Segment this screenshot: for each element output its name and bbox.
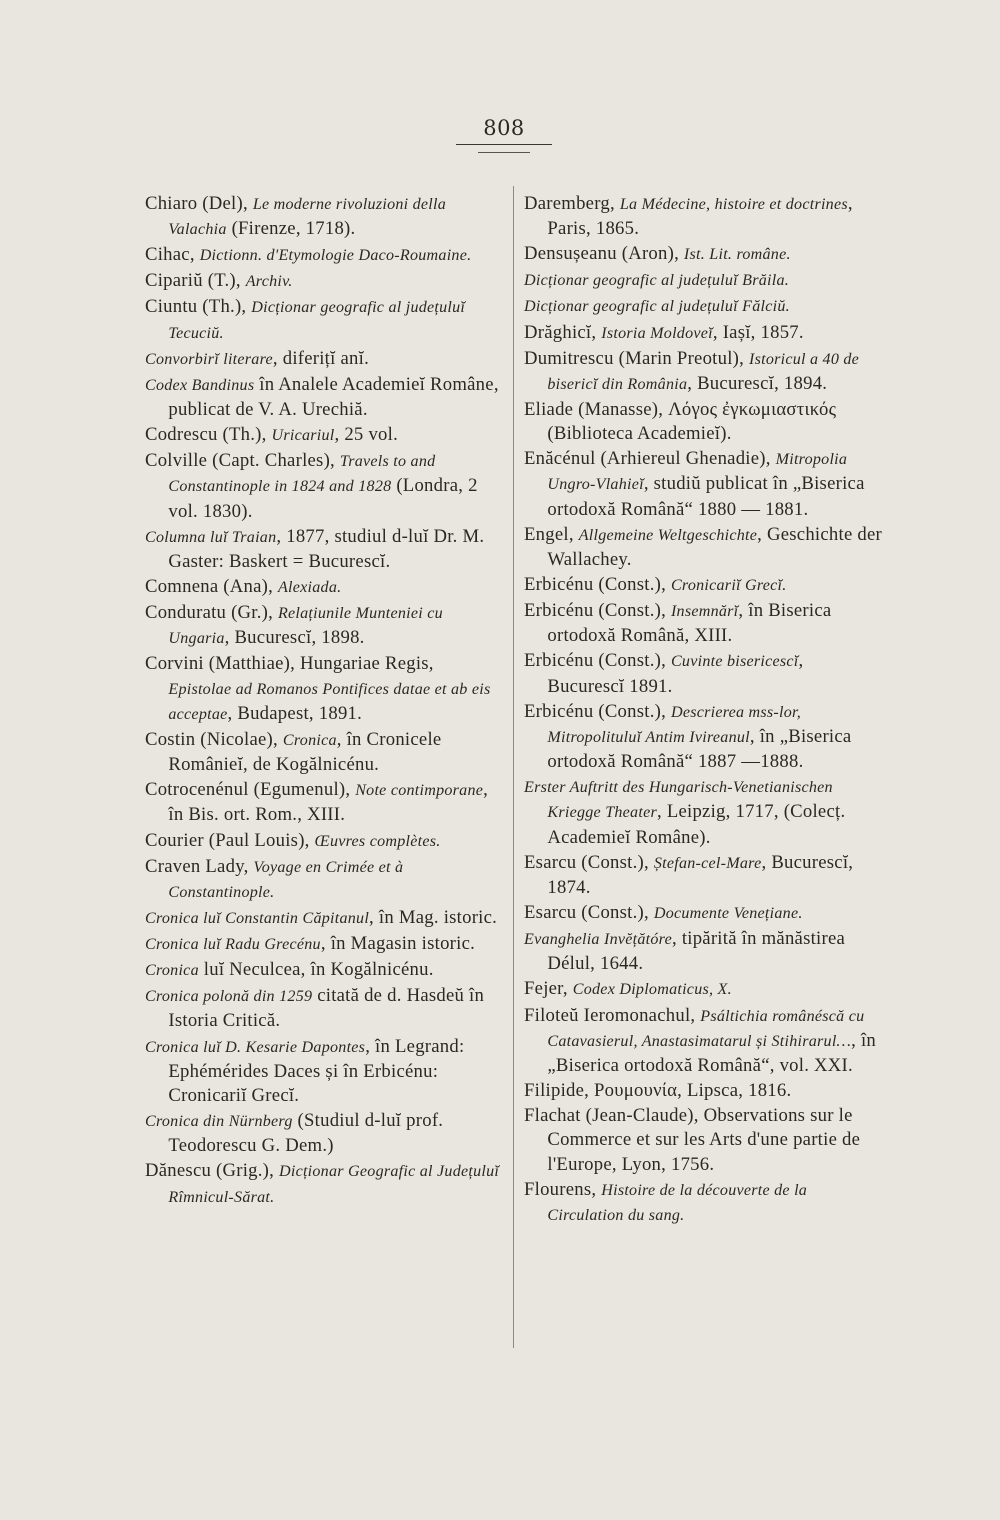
entry-author: Flachat (Jean-Claude), Observations sur le Commerce et sur les Arts d'une partie de l'Europe, Lyon, 1756. [524,1105,861,1175]
bibliography-entry [524,398,884,446]
bibliography-entry [524,268,884,293]
bibliography-entry [145,1035,500,1109]
bibliography-entry [524,775,884,850]
page-number: 808 [456,116,552,145]
entry-details: , Bucurescĭ, 1898. [224,627,365,649]
entry-title: Istoria Moldoveĭ [601,324,713,342]
entry-title: Cronica [282,731,337,749]
bibliography-entry [145,423,500,448]
entry-title: Cuvinte bisericescĭ [670,653,799,671]
entry-details: , diferițĭ anĭ. [272,347,369,369]
entry-author: Costin (Nicolae), [145,728,283,750]
entry-author: Craven Lady, [145,855,254,877]
entry-author: Esarcu (Const.), [524,851,654,873]
entry-title: Documente Venețiane. [653,905,803,923]
entry-title: Le moderne rivoluzioni della Valachia [168,196,447,239]
entry-details: luĭ Neculcea, în Kogălnicénu. [198,959,434,981]
entry-title: Travels to and Constantinople in 1824 and 1828 [168,453,436,496]
entry-title: Psáltichia românéscă cu Catavasierul, Anastasimatarul și Stihirarul… [547,1007,865,1050]
entry-details: , tipărită în mănăstirea Délul, 1644. [547,928,846,975]
entry-details: , Bucurescĭ, 1874. [547,851,854,898]
entry-title: Cronica luĭ D. Kesarie Dapontes [145,1038,366,1056]
bibliography-entry [145,449,500,524]
entry-title: Note contimporane [355,782,484,800]
bibliography-entry [145,243,500,268]
entry-title: Dicționar geografic al județuluĭ Fălciŭ. [524,298,790,316]
entry-details: , Budapest, 1891. [227,702,363,724]
entry-title: Cronica din Nürnberg [145,1113,293,1131]
bibliography-entry [524,599,884,648]
entry-details: în Analele Academieĭ Române, publicat de V. A. Urechiă. [168,373,499,421]
bibliography-entry [524,901,884,926]
entry-details: , Leipzig, 1717, (Colecț. Academieĭ Române). [547,801,846,848]
entry-author: Enăcénul (Arhiereul Ghenadie), [524,448,776,470]
entry-title: Voyage en Crimée et à Constantinople. [168,858,404,901]
entry-title: Codex Bandinus [145,376,255,394]
bibliography-entry [524,649,884,698]
page-number-rule [478,152,530,153]
entry-author: Courier (Paul Louis), [145,829,315,851]
entry-title: Cronica luĭ Constantin Căpitanul [145,909,370,927]
entry-author: Densușeanu (Aron), [524,243,684,265]
bibliography-entry [145,269,500,294]
entry-title: La Médecine, histoire et doctrines [619,196,848,213]
entry-title: Cronicariĭ Grecĭ. [670,577,787,595]
entry-details: , Geschichte der Wallachey. [547,523,883,570]
bibliography-entry [145,984,500,1033]
entry-title: Allgemeine Weltgeschichte [578,526,758,544]
entry-details: , în Magasin istoric. [320,933,476,955]
entry-author: Dănescu (Grig.), [145,1160,279,1182]
bibliography-entry [145,906,500,931]
entry-title: Istoricul a 40 de bisericĭ din România [547,350,860,393]
entry-details: , în Bis. ort. Rom., XIII. [168,779,489,826]
bibliography-entry [145,575,500,600]
entry-author: Codrescu (Th.), [145,424,272,446]
entry-title: Dictionn. d'Etymologie Daco-Roumaine. [199,247,472,265]
entry-details: citată de d. Hasdeŭ în Istoria Critică. [168,985,485,1032]
entry-title: Dicționar geografic al județuluĭ Tecuciŭ. [168,299,466,342]
entry-author: Filipide, Ρουμουνία, Lipsca, 1816. [524,1080,792,1102]
entry-details: , în „Biserica ortodoxă Română“, vol. XXI. [547,1029,876,1076]
entry-title: Evanghelia Invĕțătóre [524,931,672,949]
entry-details: , Iașĭ, 1857. [712,321,804,343]
entry-author: Chiaro (Del), [145,193,253,214]
entry-author: Erbicénu (Const.), [524,700,671,722]
bibliography-entry [145,829,500,854]
entry-details: (Londra, 2 vol. 1830). [168,475,478,522]
bibliography-entry [145,525,500,574]
entry-author: Cotrocenénul (Egumenul), [145,779,356,801]
entry-details: , în Cronicele Românieĭ, de Kogălnicénu. [168,728,442,776]
bibliography-entry [524,1178,884,1228]
entry-details: , 1877, studiul d-luĭ Dr. M. Gaster: Baskert = Bucurescĭ. [168,525,485,572]
entry-title: Insemnărĭ [670,603,739,621]
right-column [524,192,884,1229]
bibliography-entry [524,523,884,572]
bibliography-entry [145,932,500,957]
entry-title: Uricariul [271,427,335,445]
bibliography-entry [524,242,884,267]
column-divider [513,186,514,1348]
entry-author: Cipariŭ (T.), [145,270,246,292]
entry-title: Cronica polonă din 1259 [145,988,313,1006]
bibliography-entry [524,192,884,241]
entry-author: Erbicénu (Const.), [524,650,671,672]
entry-author: Corvini (Matthiae), Hungariae Regis, [145,653,434,675]
bibliography-entry [145,347,500,372]
entry-details: , Bucurescĭ, 1894. [687,372,828,394]
entry-details: (Studiul d-luĭ prof. Teodorescu G. Dem.) [168,1110,444,1157]
bibliography-entry [524,294,884,319]
entry-title: Ist. Lit. române. [683,246,791,264]
bibliography-entry [524,977,884,1002]
bibliography-entry [524,927,884,976]
entry-author: Dumitrescu (Marin Preotul), [524,347,749,369]
entry-author: Engel, [524,523,579,545]
entry-author: Comnena (Ana), [145,576,278,598]
bibliography-entry [145,601,500,651]
entry-author: Ciuntu (Th.), [145,296,252,318]
entry-title: Dicționar geografic al județuluĭ Brăila. [524,272,789,290]
bibliography-entry [524,321,884,346]
entry-author: Erbicénu (Const.), [524,600,671,622]
bibliography-entry [145,295,500,345]
bibliography-entry [524,1004,884,1079]
entry-title: Erster Auftritt des Hungarisch-Venetianischen Kriegge Theater [524,779,833,822]
entry-author: Esarcu (Const.), [524,902,654,924]
entry-details: (Firenze, 1718). [226,218,356,240]
entry-title: Columna luĭ Traian [145,528,277,546]
entry-details: , 25 vol. [334,424,398,446]
entry-author: Eliade (Manasse), Λόγος ἐγκωμιαστικός (Biblioteca Academieĭ). [524,398,837,445]
entry-title: Descrierea mss-lor, Mitropolituluĭ Antim Ivireanul [547,703,802,746]
bibliography-entry [524,1104,884,1177]
bibliography-entry [524,447,884,522]
entry-details: , Bucurescĭ 1891. [547,650,804,697]
bibliography-entry [145,192,500,242]
bibliography-entry [145,778,500,827]
entry-title: Cronica [145,962,199,980]
bibliography-entry [524,851,884,900]
entry-title: Codex Diplomaticus, X. [572,981,732,999]
bibliography-entry [145,1109,500,1158]
entry-details: , studiŭ publicat în „Biserica ortodoxă Română“ 1880 — 1881. [547,473,865,520]
entry-title: Œuvres complètes. [314,832,441,850]
entry-author: Fejer, [524,978,573,1000]
entry-title: Cronica luĭ Radu Grecénu [145,936,321,954]
bibliography-entry [145,652,500,727]
bibliography-entry [145,373,500,422]
entry-details: , în „Biserica ortodoxă Română“ 1887 —1888. [547,725,852,773]
bibliography-entry [145,958,500,983]
entry-author: Drăghicĭ, [524,321,602,343]
bibliography-entry [524,347,884,397]
entry-title: Ștefan-cel-Mare [653,854,762,872]
entry-details: , în Biserica ortodoxă Română, XIII. [547,600,832,647]
entry-details: , în Legrand: Ephémérides Daces și în Erbicénu: Cronicariĭ Grecĭ. [168,1035,465,1106]
entry-title: Mitropolia Ungro-Vlahieĭ [547,451,848,494]
bibliography-entry [145,728,500,777]
entry-title: Alexiada. [277,579,342,597]
entry-title: Histoire de la découverte de la Circulation du sang. [547,1181,808,1224]
entry-title: Relațiunile Munteniei cu Ungaria [168,605,443,648]
entry-author: Flourens, [524,1178,602,1200]
bibliography-entry [145,1159,500,1209]
entry-author: Cihac, [145,244,200,266]
entry-author: Daremberg, [524,193,620,214]
entry-title: Dicționar Geografic al Județuluĭ Rîmnicul-Sărat. [168,1163,500,1206]
bibliography-entry [524,573,884,598]
entry-author: Filoteŭ Ieromonachul, [524,1004,701,1026]
entry-author: Colville (Capt. Charles), [145,450,340,472]
entry-author: Erbicénu (Const.), [524,574,671,596]
entry-title: Epistolae ad Romanos Pontifices datae et ab eis acceptae [168,680,491,723]
bibliography-entry [524,700,884,775]
entry-title: Convorbirĭ literare [145,350,273,368]
entry-details: , Paris, 1865. [547,193,853,240]
left-column [145,192,500,1211]
bibliography-entry [145,855,500,905]
entry-details: , în Mag. istoric. [369,906,498,928]
entry-author: Conduratu (Gr.), [145,602,278,624]
bibliography-entry [524,1079,884,1103]
entry-title: Archiv. [245,273,293,291]
